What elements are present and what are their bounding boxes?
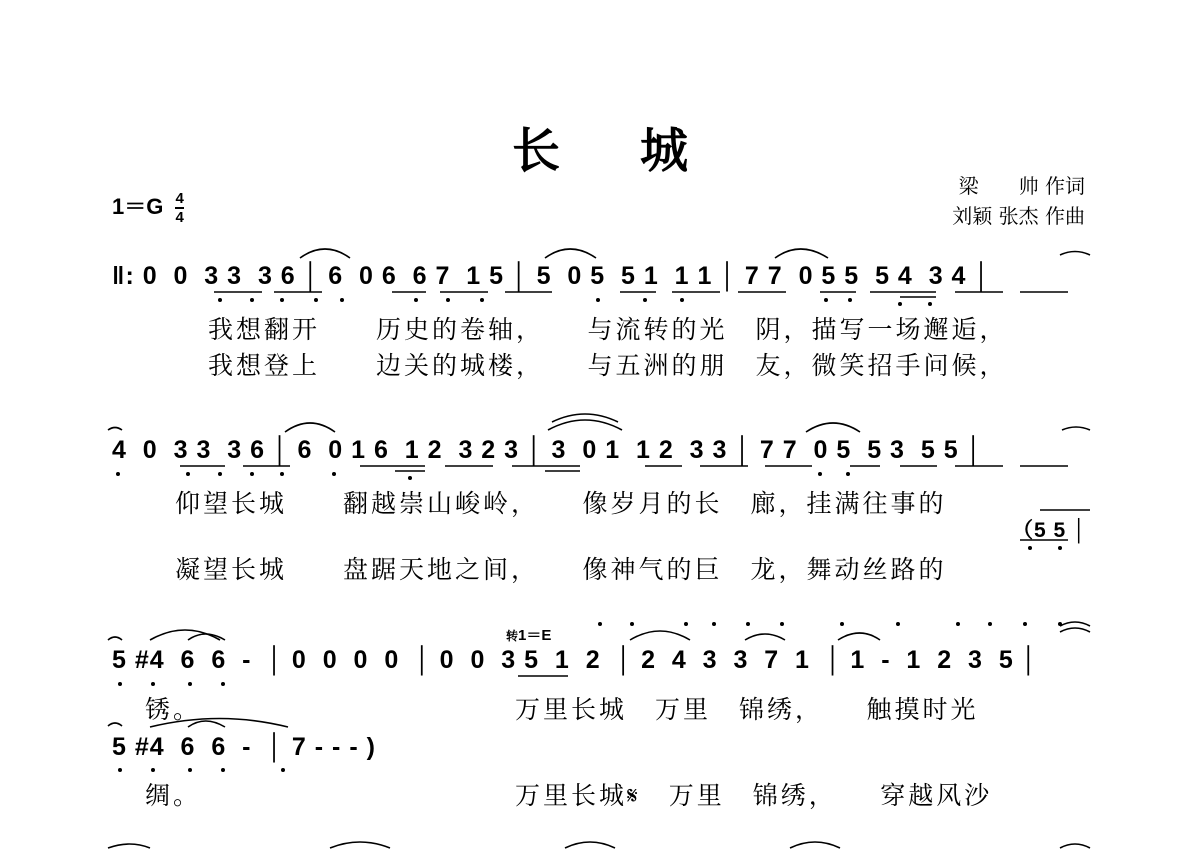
lyric-row-4-a: 绸。 <box>145 781 202 810</box>
tie <box>150 719 288 728</box>
tie <box>806 423 860 432</box>
tie <box>630 631 690 640</box>
lyric-row-1-verse-1: 我想翻开 历史的卷轴， 与流转的光 阴，描写一场邂逅， <box>208 315 1008 344</box>
notation-row-2: 4 0 3 3 3 6 │ 6 0 1 6 1 2 3 2 3 │ 3 0 1 1 2 3 3 │ 7 7 0 5 5 3 5 5 │ <box>112 436 984 464</box>
ties <box>108 249 1090 848</box>
notation-row-1: ‖: 0 0 3 3 3 6 │ 6 0 6 6 7 1 5 │ 5 0 5 5 1 1 1 │ 7 7 0 5 5 5 4 3 4 │ <box>112 262 992 290</box>
lyric-row-1-verse-2: 我想登上 边关的城楼， 与五洲的朋 友，微笑招手问候， <box>208 351 1008 380</box>
tie <box>1062 427 1090 430</box>
tie <box>188 721 225 727</box>
modulation-label: 转 <box>506 629 519 643</box>
tie <box>300 249 350 258</box>
tie <box>1060 844 1090 848</box>
tie <box>548 420 622 430</box>
tie <box>1060 252 1090 256</box>
octave-dots <box>116 298 1062 772</box>
lyric-row-3-b: 万里长城 万里 锦绣， 触摸时光 <box>515 695 979 724</box>
lyric-row-2-verse-2: 凝望长城 盘踞天地之间， 像神气的巨 龙，舞动丝路的 <box>175 555 947 584</box>
tie <box>1060 628 1090 632</box>
tie <box>108 844 150 848</box>
lyric-row-3-a: 锈。 <box>145 695 202 724</box>
beam-underlines <box>180 292 1068 676</box>
lyric-row-4-b: 万里长城𝄋 万里 锦绣， 穿越风沙 <box>515 781 993 810</box>
tie <box>790 842 840 848</box>
tie <box>330 842 390 848</box>
lyric-row-2-verse-1: 仰望长城 翻越崇山峻岭， 像岁月的长 廊，挂满往事的 <box>175 489 947 518</box>
tie <box>108 637 122 640</box>
title-char-2: 城 <box>640 123 689 179</box>
tie <box>108 723 122 726</box>
tie <box>285 423 335 432</box>
notation-row-3: 5 #4 6 6 - │ 0 0 0 0 │ 0 0 3 5 1 2 │ 2 4 3 3 7 1 │ 1 - 1 2 3 5 │ <box>112 646 1039 674</box>
tie <box>775 249 828 258</box>
modulation-key: 1＝E <box>518 627 552 644</box>
notation-row-4: 5 #4 6 6 - │ 7 - - - ) <box>112 733 376 761</box>
tie <box>1060 622 1090 626</box>
notation-row-2-extra: （5 5 │ <box>1012 519 1088 542</box>
lyricist-credit: 梁 帅 作词 <box>958 174 1085 198</box>
tie <box>545 249 596 258</box>
tie <box>565 842 615 848</box>
tie <box>108 428 122 431</box>
time-signature-top: 4 <box>175 190 184 208</box>
composer-credit: 刘颖 张杰 作曲 <box>952 204 1085 228</box>
key-tonic: 1＝G <box>112 194 164 219</box>
time-signature-bottom: 4 <box>175 209 184 227</box>
tie <box>745 634 785 640</box>
tie <box>838 633 880 640</box>
title-char-1: 长 <box>511 123 560 179</box>
